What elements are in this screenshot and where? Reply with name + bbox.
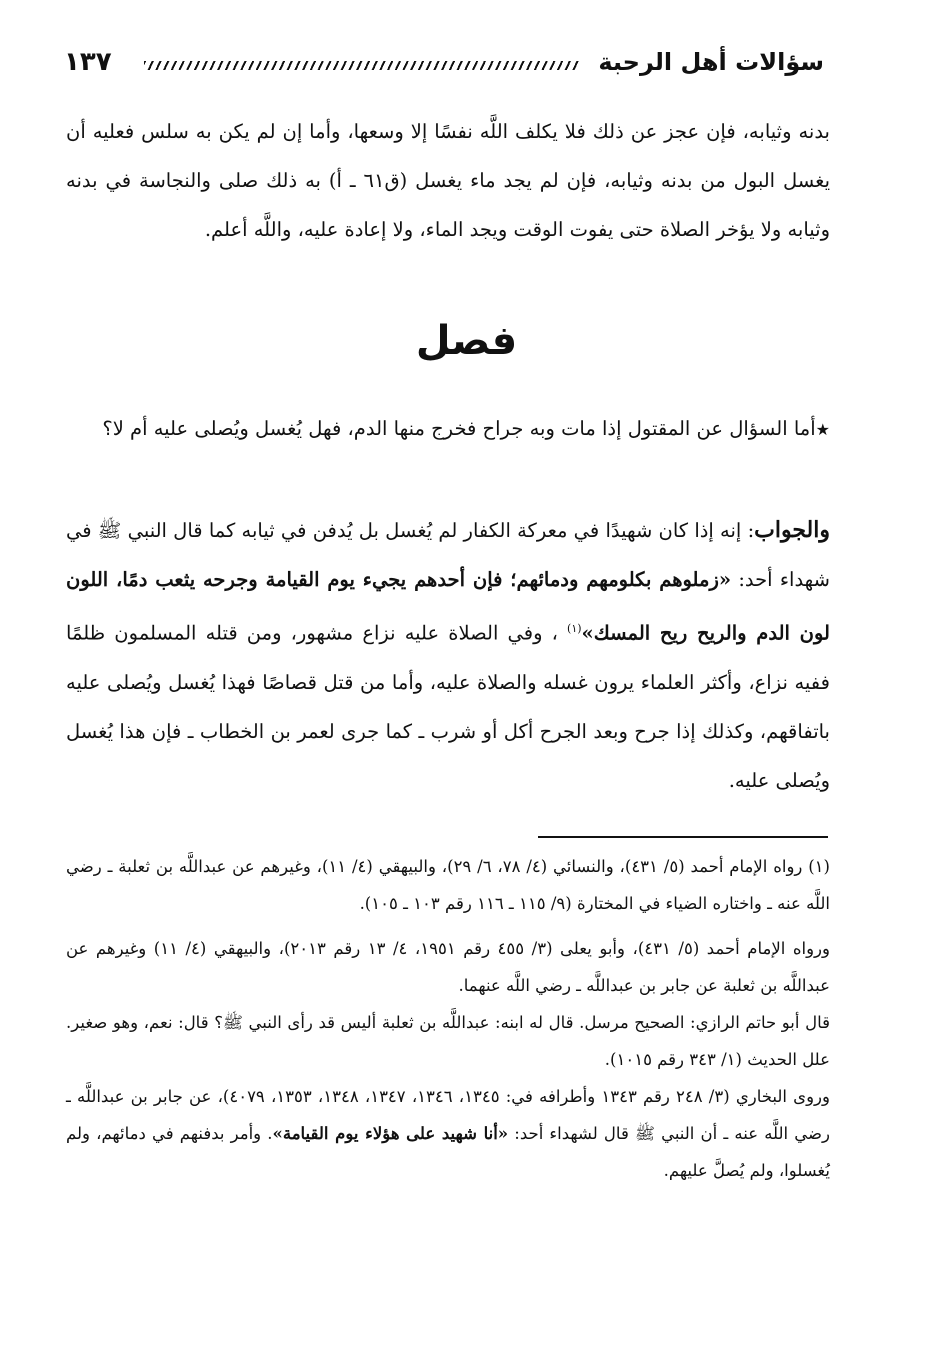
star-icon: ★: [815, 420, 830, 439]
footnote-1-narration-4: [66, 1078, 830, 1189]
header-ornament-rule: [144, 61, 580, 70]
footnote-1-narration-4-end: . وأمر بدفنهم في دمائهم، ولم يُغسلوا، ولم يُصلَّ عليهم.: [66, 1124, 830, 1180]
footnote-1-narration-2: ورواه الإمام أحمد (٥/ ٤٣١)، وأبو يعلى (٣/ ٤٥٥ رقم ١٩٥١، ٤/ ١٣ رقم ٢٠١٣)، والبيهقي (٤/ ١١) وغيرهم عن عبداللَّه بن ثعلبة عن جابر بن عبداللَّه ـ رضي اللَّه عنهما.: [66, 939, 830, 995]
page-number: ١٣٧: [64, 47, 112, 77]
answer-text-1: : إنه إذا كان شهيدًا في معركة الكفار لم يُغسل بل يُدفن في ثيابه كما قال النبي ﷺ في شهداء أحد:: [66, 519, 831, 591]
answer-paragraph: [66, 506, 830, 805]
footnote-1-narration-3: قال أبو حاتم الرازي: الصحيح مرسل. قال له ابنه: عبداللَّه بن ثعلبة أليس قد رأى النبي ﷺ؟ قال: نعم، وهو صغير. علل الحديث (١/ ٣٤٣ رقم ١٠١٥).: [66, 1013, 830, 1069]
footnote-1-quote: «أنا شهيد على هؤلاء يوم القيامة»: [272, 1124, 509, 1143]
answer-text-2: ، وفي الصلاة عليه نزاع مشهور، ومن قتله المسلمون ظلمًا ففيه نزاع، وأكثر العلماء يرون غسله والصلاة عليه، وأما من قتل قصاصًا فهذا يُغسل ويُصلى عليه باتفاقهم، وكذلك إذا جرح وبعد الجرح أكل أو شرب ـ كما جرى لعمر بن الخطاب ـ فإن هذا يُغسل ويُصلى عليه.: [66, 621, 830, 792]
footnotes-section: [66, 848, 830, 1189]
hadith-quote: «زملوهم بكلومهم ودمائهم؛ فإن أحدهم يجيء يوم القيامة وجرحه يثعب دمًا، اللون لون الدم والريح ريح المسك»: [66, 568, 830, 645]
running-header: [64, 42, 824, 82]
footnote-1-main: (١) رواه الإمام أحمد (٥/ ٤٣١)، والنسائي (٤/ ٧٨، ٦/ ٢٩)، والبيهقي (٤/ ١١)، وغيرهم عن عبداللَّه بن ثعلبة ـ رضي اللَّه عنه ـ واختاره الضياء في المختارة (٩/ ١١٥ ـ ١١٦ رقم ١٠٣ ـ ١٠٥).: [66, 857, 830, 913]
question-paragraph: [66, 404, 830, 454]
running-book-title: سؤالات أهل الرحبة: [598, 48, 824, 76]
continuation-paragraph: بدنه وثيابه، فإن عجز عن ذلك فلا يكلف اللَّه نفسًا إلا وسعها، وأما إن لم يكن به سلس فعليه أن يغسل البول من بدنه وثيابه، فإن لم يجد ماء يغسل (ق٦١ ـ أ) به ذلك صلى والنجاسة في بدنه وثيابه ولا يؤخر الصلاة حتى يفوت الوقت ويجد الماء، ولا إعادة عليه، واللَّه أعلم.: [66, 120, 830, 241]
footnote-separator: [538, 836, 828, 838]
section-heading: فصل: [415, 318, 518, 364]
footnote-reference: (١): [567, 622, 582, 635]
question-text: أما السؤال عن المقتول إذا مات وبه جراح فخرج منها الدم، فهل يُغسل ويُصلى عليه أم لا؟: [102, 417, 816, 440]
footnote-1-narration-4-text: وروى البخاري (٣/ ٢٤٨ رقم ١٣٤٣ وأطرافه في: ١٣٤٥، ١٣٤٦، ١٣٤٧، ١٣٤٨، ١٣٥٣، ٤٠٧٩)، عن جابر بن عبداللَّه ـ رضي اللَّه عنه ـ أن النبي ﷺ قال لشهداء أحد:: [66, 1087, 830, 1143]
answer-label: والجواب: [754, 517, 830, 543]
